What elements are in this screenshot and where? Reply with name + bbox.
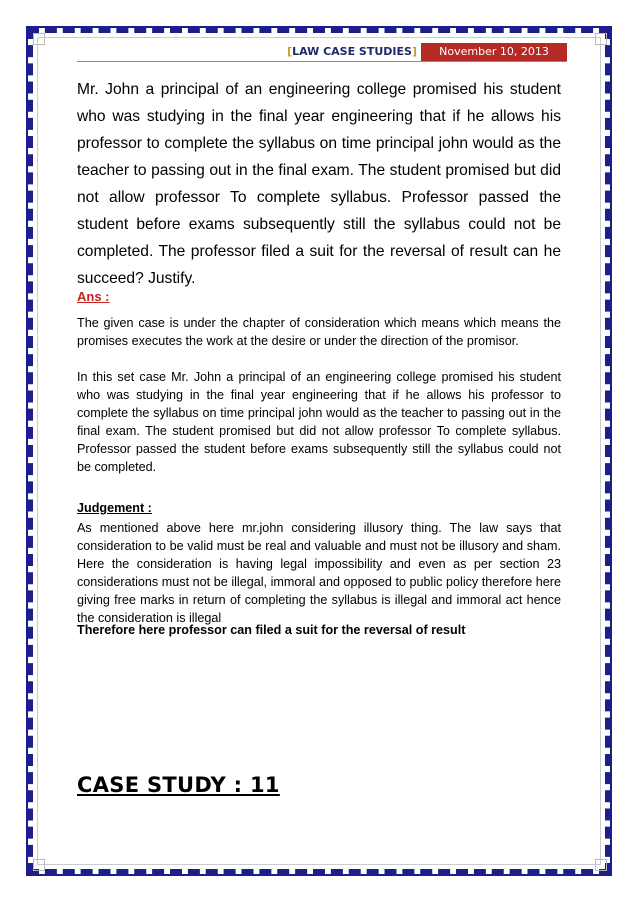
corner-mark-bottom-right xyxy=(595,859,607,871)
answer-paragraph-1: The given case is under the chapter of consideration which means which means the promises executes the work at the desire or under the direction of the promisor. xyxy=(77,316,561,348)
header-bracket-open: [ xyxy=(287,45,293,58)
corner-mark-top-right xyxy=(595,33,607,45)
header-title xyxy=(287,43,417,61)
answer-paragraph-2: In this set case Mr. John a principal of an engineering college promised his student who was studying in the final year engineering that if he allows his professor to complete the syllabus on time principal john would as the teacher to passing out in the final exam. The student promised but did not allow professor To complete syllabus. Professor passed the student before exams subsequently still the syllabus could not be completed. xyxy=(77,370,561,474)
corner-mark-top-left xyxy=(33,33,45,45)
header-rule xyxy=(77,61,567,62)
judgement-label: Judgement : xyxy=(77,501,152,515)
judgement-paragraph: As mentioned above here mr.john considering illusory thing. The law says that consideration to be valid must be real and valuable and must not be illusory and sham. Here the consideration is having legal impossibility and even as per section 23 considerations must not be illegal, immoral and opposed to public policy therefore here giving free marks in return of completing the syllabus is illegal and immoral act hence the consideration is illegal xyxy=(77,521,561,625)
header-bracket-close: ] xyxy=(411,45,417,58)
judgement-conclusion: Therefore here professor can filed a suit for the reversal of result xyxy=(77,623,466,637)
corner-mark-bottom-left xyxy=(33,859,45,871)
answer-label: Ans : xyxy=(77,289,110,304)
case-study-title: CASE STUDY : 11 xyxy=(77,773,280,797)
question-text: Mr. John a principal of an engineering college promised his student who was studying in the final year engineering that if he allows his professor to complete the syllabus on time principal john would as the teacher to passing out in the final exam. The student promised but did not allow professor To complete syllabus. Professor passed the student before exams subsequently still the syllabus could not be completed. The professor filed a suit for the reversal of result can he succeed? Justify. xyxy=(77,81,561,287)
page-header xyxy=(77,43,567,61)
header-date: November 10, 2013 xyxy=(421,43,567,61)
header-title-text: LAW CASE STUDIES xyxy=(292,45,412,58)
